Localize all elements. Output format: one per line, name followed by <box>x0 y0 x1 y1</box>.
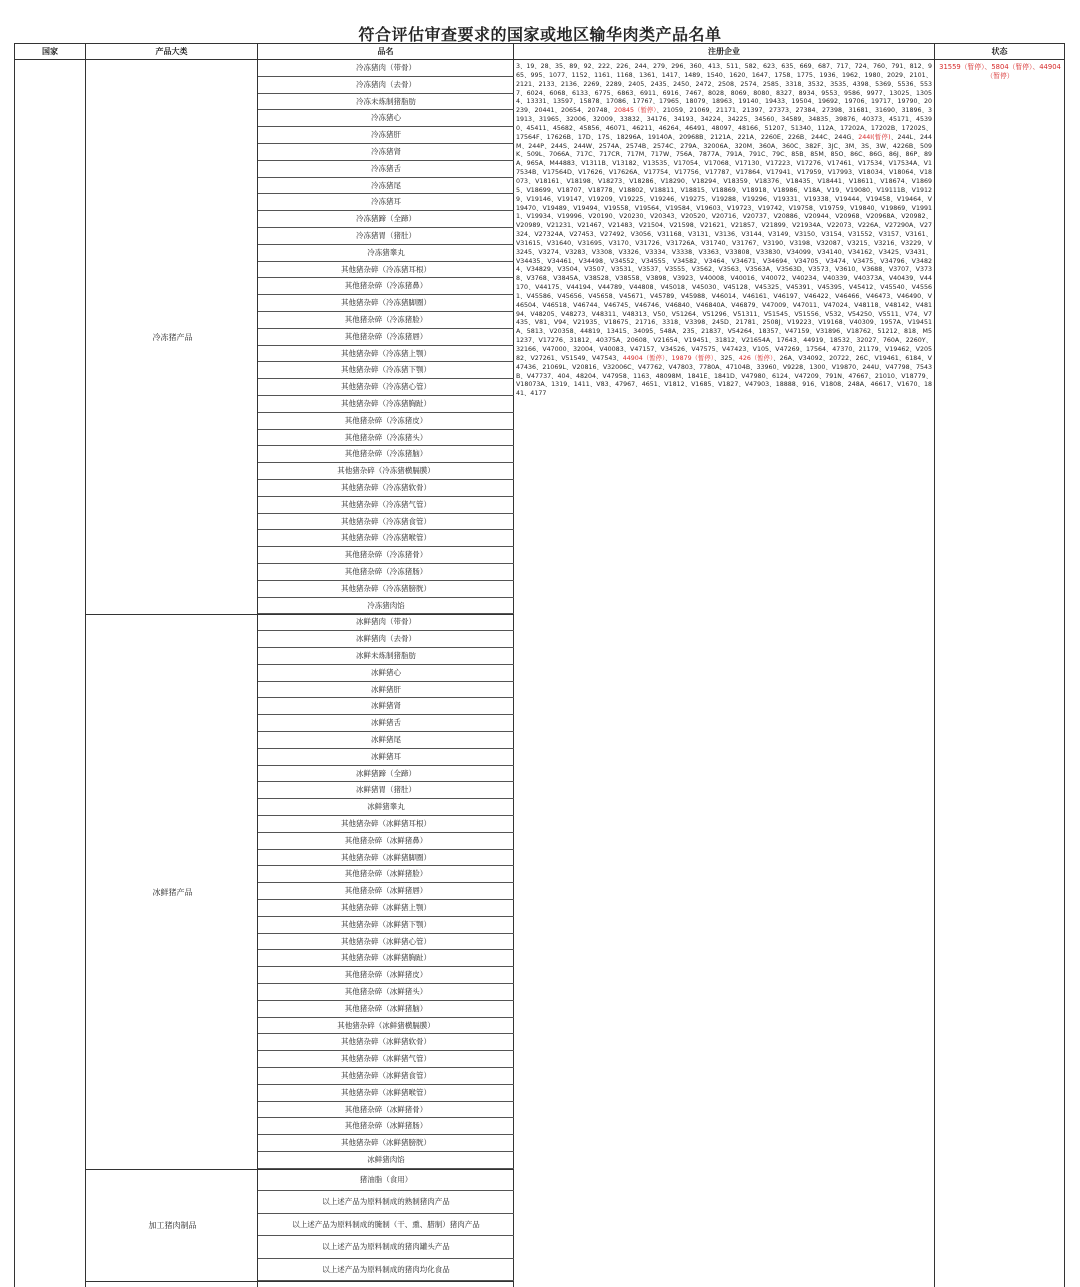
status-entry: 、 <box>1032 63 1040 71</box>
product-row: 其他猪杂碎（冰鲜猪皮） <box>258 967 514 984</box>
product-row: 其他猪杂碎（冷冻猪耳根） <box>258 262 514 279</box>
suspended-enterprise-code: 244I(暂停) <box>858 133 891 141</box>
product-row: 冷冻猪舌 <box>258 161 514 178</box>
product-row: 其他猪杂碎（冷冻猪骨） <box>258 547 514 564</box>
product-row: 冰鲜猪心 <box>258 665 514 682</box>
product-row: 其他猪杂碎（冰鲜猪脑） <box>258 1001 514 1018</box>
product-row: 冰鲜猪肝 <box>258 682 514 699</box>
product-row: 其他猪杂碎（冷冻猪膀胱） <box>258 581 514 598</box>
product-row: 冰鲜猪肾 <box>258 698 514 715</box>
suspended-enterprise-code: 19879（暂停） <box>671 354 714 362</box>
column-divider <box>85 60 86 1287</box>
status-entry: 、 <box>984 63 992 71</box>
product-row: 冷冻猪蹄（全蹄） <box>258 211 514 228</box>
product-row: 其他猪杂碎（冰鲜猪脚圈） <box>258 850 514 867</box>
product-row: 其他猪杂碎（冷冻猪上颚） <box>258 346 514 363</box>
product-row: 其他猪杂碎（冷冻猪胸趾） <box>258 396 514 413</box>
product-row: 其他猪杂碎（冷冻猪脸） <box>258 312 514 329</box>
header-product: 品名 <box>258 44 514 60</box>
product-row: 冰鲜猪耳 <box>258 749 514 766</box>
product-row: 其他猪杂碎（冷冻猪横膈膜） <box>258 463 514 480</box>
product-row: 冰鲜猪肉（去骨） <box>258 631 514 648</box>
document-title: 符合评估审查要求的国家或地区输华肉类产品名单 <box>358 25 722 44</box>
product-row: 其他猪杂碎（冰鲜猪食管） <box>258 1068 514 1085</box>
product-row: 其他猪杂碎（冰鲜猪脸） <box>258 866 514 883</box>
column-divider <box>934 60 935 1287</box>
product-row: 冷冻猪肾 <box>258 144 514 161</box>
product-row: 其他猪杂碎（冰鲜猪鼻） <box>258 833 514 850</box>
product-row: 冰鲜猪肉馅 <box>258 1152 514 1169</box>
product-row: 冰鲜猪尾 <box>258 732 514 749</box>
enterprise-codes: 3、19、28、35、89、92、222、226、244、279、296、360、413、511、582、623、635、669、687、717、724、760、791、812、965、995、1077、1152、1161、1168、1361、1417、1489、1540、1620、1647、1758、1775、1936、1962、1980、2029、2101、2121、2133、2136、2269、2289、2405、2435、2450、2472、2508、2574、2585、3318、3532、3535、4398、5369、5536、5537、6024、6068、6133、6775、6863、6911、6916、7467、8028、8069、8080、8327、8934、9553、9586、9977、13025、13054、13331、13597、15878、17086、17767、17965、18079、18963、19140、19433、19504、19692、19706、19717、19790、20239、20441、20654、20748、 <box>516 63 932 115</box>
product-row: 其他猪杂碎（冷冻猪脚圈） <box>258 295 514 312</box>
product-row: 其他猪杂碎（冰鲜猪喉管） <box>258 1085 514 1102</box>
suspended-enterprise-code: 426（暂停） <box>738 354 774 362</box>
product-row: 其他猪杂碎（冷冻猪脑） <box>258 446 514 463</box>
product-row: 其他猪杂碎（冰鲜猪头） <box>258 984 514 1001</box>
product-row: 其他猪杂碎（冰鲜猪横膈膜） <box>258 1018 514 1035</box>
enterprise-codes: 、26A、V34092、20722、26C、V19461、6184、V47436、21069L、V20816、V32006C、V47762、V47803、7780A、47104B、33960、V9228、1300、V19870、244U、V47798、7543B、V47737、404、48204、V47958、1163、48098M、1841E、1841D、V47980、6124、V47209、791N、47667、21010、V18779、V18073A、1319、1411、V83、47967、4651、V1812、V1685、V1827、V47903、18888、916、V1808、248A、46617、V1670、1841、4177 <box>516 354 932 398</box>
product-row: 冰鲜猪肉（带骨） <box>258 614 514 631</box>
product-row: 其他猪杂碎（冷冻猪鼻） <box>258 278 514 295</box>
product-row: 其他猪杂碎（冰鲜猪耳根） <box>258 816 514 833</box>
product-row: 其他猪杂碎（冷冻猪皮） <box>258 413 514 430</box>
header-category: 产品大类 <box>86 44 258 60</box>
product-row: 其他猪杂碎（冷冻猪下颚） <box>258 362 514 379</box>
product-row: 其他猪杂碎（冷冻猪软骨） <box>258 480 514 497</box>
product-row: 以上述产品为原料制成的腌制（干、熏、腊制）猪肉产品 <box>258 1214 514 1237</box>
product-row: 冷冻猪肝 <box>258 127 514 144</box>
product-row: 其他猪杂碎（冷冻猪食管） <box>258 514 514 531</box>
product-row: 冰鲜猪睾丸 <box>258 799 514 816</box>
header-status: 状态 <box>935 44 1065 60</box>
header-country: 国家 <box>15 44 86 60</box>
status-entry: 31559（暂停） <box>939 63 985 71</box>
product-row: 猪油脂（食用） <box>258 1169 514 1192</box>
product-row: 其他猪杂碎（冰鲜猪下颚） <box>258 917 514 934</box>
product-row: 冷冻猪肉（去骨） <box>258 77 514 94</box>
category-label: 加工猪肉制品 <box>148 1221 197 1231</box>
product-row: 其他猪杂碎（冷冻猪肠） <box>258 564 514 581</box>
product-row: 冰鲜猪蹄（全蹄） <box>258 766 514 783</box>
product-row: 其他猪杂碎（冷冻猪气管） <box>258 497 514 514</box>
product-row: 冰鲜未炼制猪脂肪 <box>258 648 514 665</box>
product-row: 其他猪杂碎（冰鲜猪上颚） <box>258 900 514 917</box>
product-row: 其他猪杂碎（冰鲜猪骨） <box>258 1102 514 1119</box>
product-row: 以上述产品为原料制成的猪肉均化食品 <box>258 1259 514 1282</box>
status-cell <box>935 60 1065 84</box>
product-row: 其他猪杂碎（冰鲜猪软骨） <box>258 1034 514 1051</box>
product-row: 冷冻猪尾 <box>258 178 514 195</box>
product-row: 冷冻猪睾丸 <box>258 245 514 262</box>
product-row: 冷冻猪肉（带骨） <box>258 60 514 77</box>
product-row: 其他猪杂碎（冰鲜猪胸趾） <box>258 950 514 967</box>
product-row: 其他猪杂碎（冰鲜猪心管） <box>258 934 514 951</box>
suspended-enterprise-code: 20845（暂停） <box>614 107 657 115</box>
status-entry: 44904（暂停） <box>986 63 1061 80</box>
product-row: 以上述产品为原料制成的猪肉罐头产品 <box>258 1236 514 1259</box>
header-enterprise: 注册企业 <box>514 44 935 60</box>
enterprise-codes: 、325、 <box>714 354 739 362</box>
product-row: 其他猪杂碎（冰鲜猪唇） <box>258 883 514 900</box>
product-row: 其他猪杂碎（冰鲜猪肠） <box>258 1118 514 1135</box>
product-row: 其他猪杂碎（冷冻猪头） <box>258 430 514 447</box>
category-label: 冷冻猪产品 <box>152 333 193 343</box>
enterprise-codes: 、21059、21069、21171、21397、27373、27384、27398、31681、31690、31896、31913、31965、32006、32009、33832、34176、34193、34224、34225、34560、34589、34835、39876、40373、45171、45390、45411、45682、45856、46071、46211、46264、46491、48097、48166、51207、51340、112A、17202A、17202B、17202S、17564F、17626B、17D、17S、18296A、19140A、20968B、2121A、221A、2260E、226B、244C、244G、 <box>516 107 932 141</box>
enterprise-codes: 、 <box>665 354 672 362</box>
product-row: 其他猪杂碎（冰鲜猪膀胱） <box>258 1135 514 1152</box>
product-row: 冷冻猪胃（猪肚） <box>258 228 514 245</box>
product-row: 冷冻猪心 <box>258 110 514 127</box>
product-row: 冷冻未炼制猪脂肪 <box>258 94 514 111</box>
product-row: 其他猪杂碎（冷冻猪喉管） <box>258 530 514 547</box>
product-row: 其他猪杂碎（冷冻猪唇） <box>258 329 514 346</box>
column-divider <box>1064 60 1065 1287</box>
suspended-enterprise-code: 44904（暂停） <box>622 354 666 362</box>
registered-enterprise-list <box>514 60 934 399</box>
product-list-table <box>14 43 1065 1287</box>
product-row: 冰鲜猪胃（猪肚） <box>258 782 514 799</box>
category-label: 冰鲜猪产品 <box>152 887 193 897</box>
category-divider <box>86 1281 514 1282</box>
product-row: 冷冻猪耳 <box>258 194 514 211</box>
product-row: 冰鲜猪舌 <box>258 715 514 732</box>
product-row: 其他猪杂碎（冰鲜猪气管） <box>258 1051 514 1068</box>
product-row: 以上述产品为原料制成的熟制猪肉产品 <box>258 1191 514 1214</box>
product-row: 冷冻猪肉馅 <box>258 598 514 615</box>
product-row: 其他猪杂碎（冷冻猪心管） <box>258 379 514 396</box>
enterprise-codes: 、244L、244M、244P、244S、244W、2574A、2574B、2574C、279A、32006A、320M、360A、360C、382F、3JC、3M、3S、3W、4226B、509K、509L、7066A、717C、717CR、717M、717W、756A、7877A、791A、791C、79C、85B、85M、85O、86C、86G、86J、86P、89A、965A、M44883、V1311B、V13182、V13535、V17054、V17068、V17130、V17223、V17276、V17461、V17534、V17534A、V17534B、V17564D、V17626、V17626A、V17754、V17756、V17787、V17864、V17941、V17959、V17993、V18034、V18064、V18073、V18161、V18198、V18273、V18286、V18290、V18294、V18359、V18376、V18435、V18441、V18611、V18674、V18695、V18699、V18707、V18778、V18802、V18811、V18815、V18869、V18918、V18986、V18A、V19、V19080、V19111B、V19129、V19146、V19147、V19209、V19225、V19246、V19275、V19288、V19296、V19331、V19338、V19444、V19458、V19464、V19470、V19489、V19494、V19558、V19564、V19584、V19603、V19723、V19742、V19758、V19759、V19840、V19869、V19911、V19934、V19996、V20190、V20230、V20343、V20520、V20716、V20737、V20886、V20944、V20968、V20968A、V20982、V20989、V21231、V21467、V21483、V21504、V21598、V21621、V21857、V21899、V21934A、V22073、V226A、V27290A、V27324、V27324A、V27453、V27492、V3056、V31168、V3131、V3136、V3144、V3149、V3150、V3154、V31552、V3157、V3161、V31615、V31640、V31695、V3170、V31726、V31726A、V31740、V31767、V3190、V3198、V32087、V3215、V3216、V3229、V3245、V3274、V3283、V3308、V3326、V3334、V3338、V3363、V33808、V33830、V34099、V34140、V34162、V3425、V3431、V34435、V34461、V34498、V34552、V34555、V34582、V3464、V34671、V34694、V34705、V3474、V3475、V34796、V34824、V34829、V3504、V3507、V3531、V3537、V3555、V3562、V3563、V3563A、V3563D、V3573、V3610、V3688、V3707、V3738、V3768、V3845A、V38528、V38558、V3898、V3923、V40008、V40016、V40072、V40234、V40339、V40373A、V40439、V44170、V44175、V44194、V44789、V44808、V45018、V45030、V45128、V45325、V45391、V45395、V45412、V45540、V45561、V45586、V45656、V45658、V45671、V45789、V45988、V46014、V46161、V46197、V46422、V46466、V46473、V46490、V46504、V46518、V46744、V46745、V46746、V46840、V46840A、V46879、V47009、V47011、V47024、V48118、V48142、V48194、V48205、V48273、V48311、V48313、V50、V51264、V51296、V51311、V51545、V51556、V532、V54250、V5511、V74、V7435、V81、V94、V21935、V18675、21716、3318、V3398、245D、21781、2508J、V19223、V19168、V40309、1957A、V19451A、5813、V20358、44819、13415、34095、548A、235、21837、V54264、18357、V47159、V31896、V18762、51212、818、M51237、V17276、31812、40375A、20608、V21654、V19451、31812、V21654A、17643、44919、18532、32027、760A、2260Y、32166、V47000、32004、V40083、V47157、V34526、V47575、V47423、V105、V47269、17564、47370、21179、V19462、V20582、V27261、V51549、V47543、 <box>516 133 932 362</box>
status-entry: 5804（暂停） <box>991 63 1033 71</box>
